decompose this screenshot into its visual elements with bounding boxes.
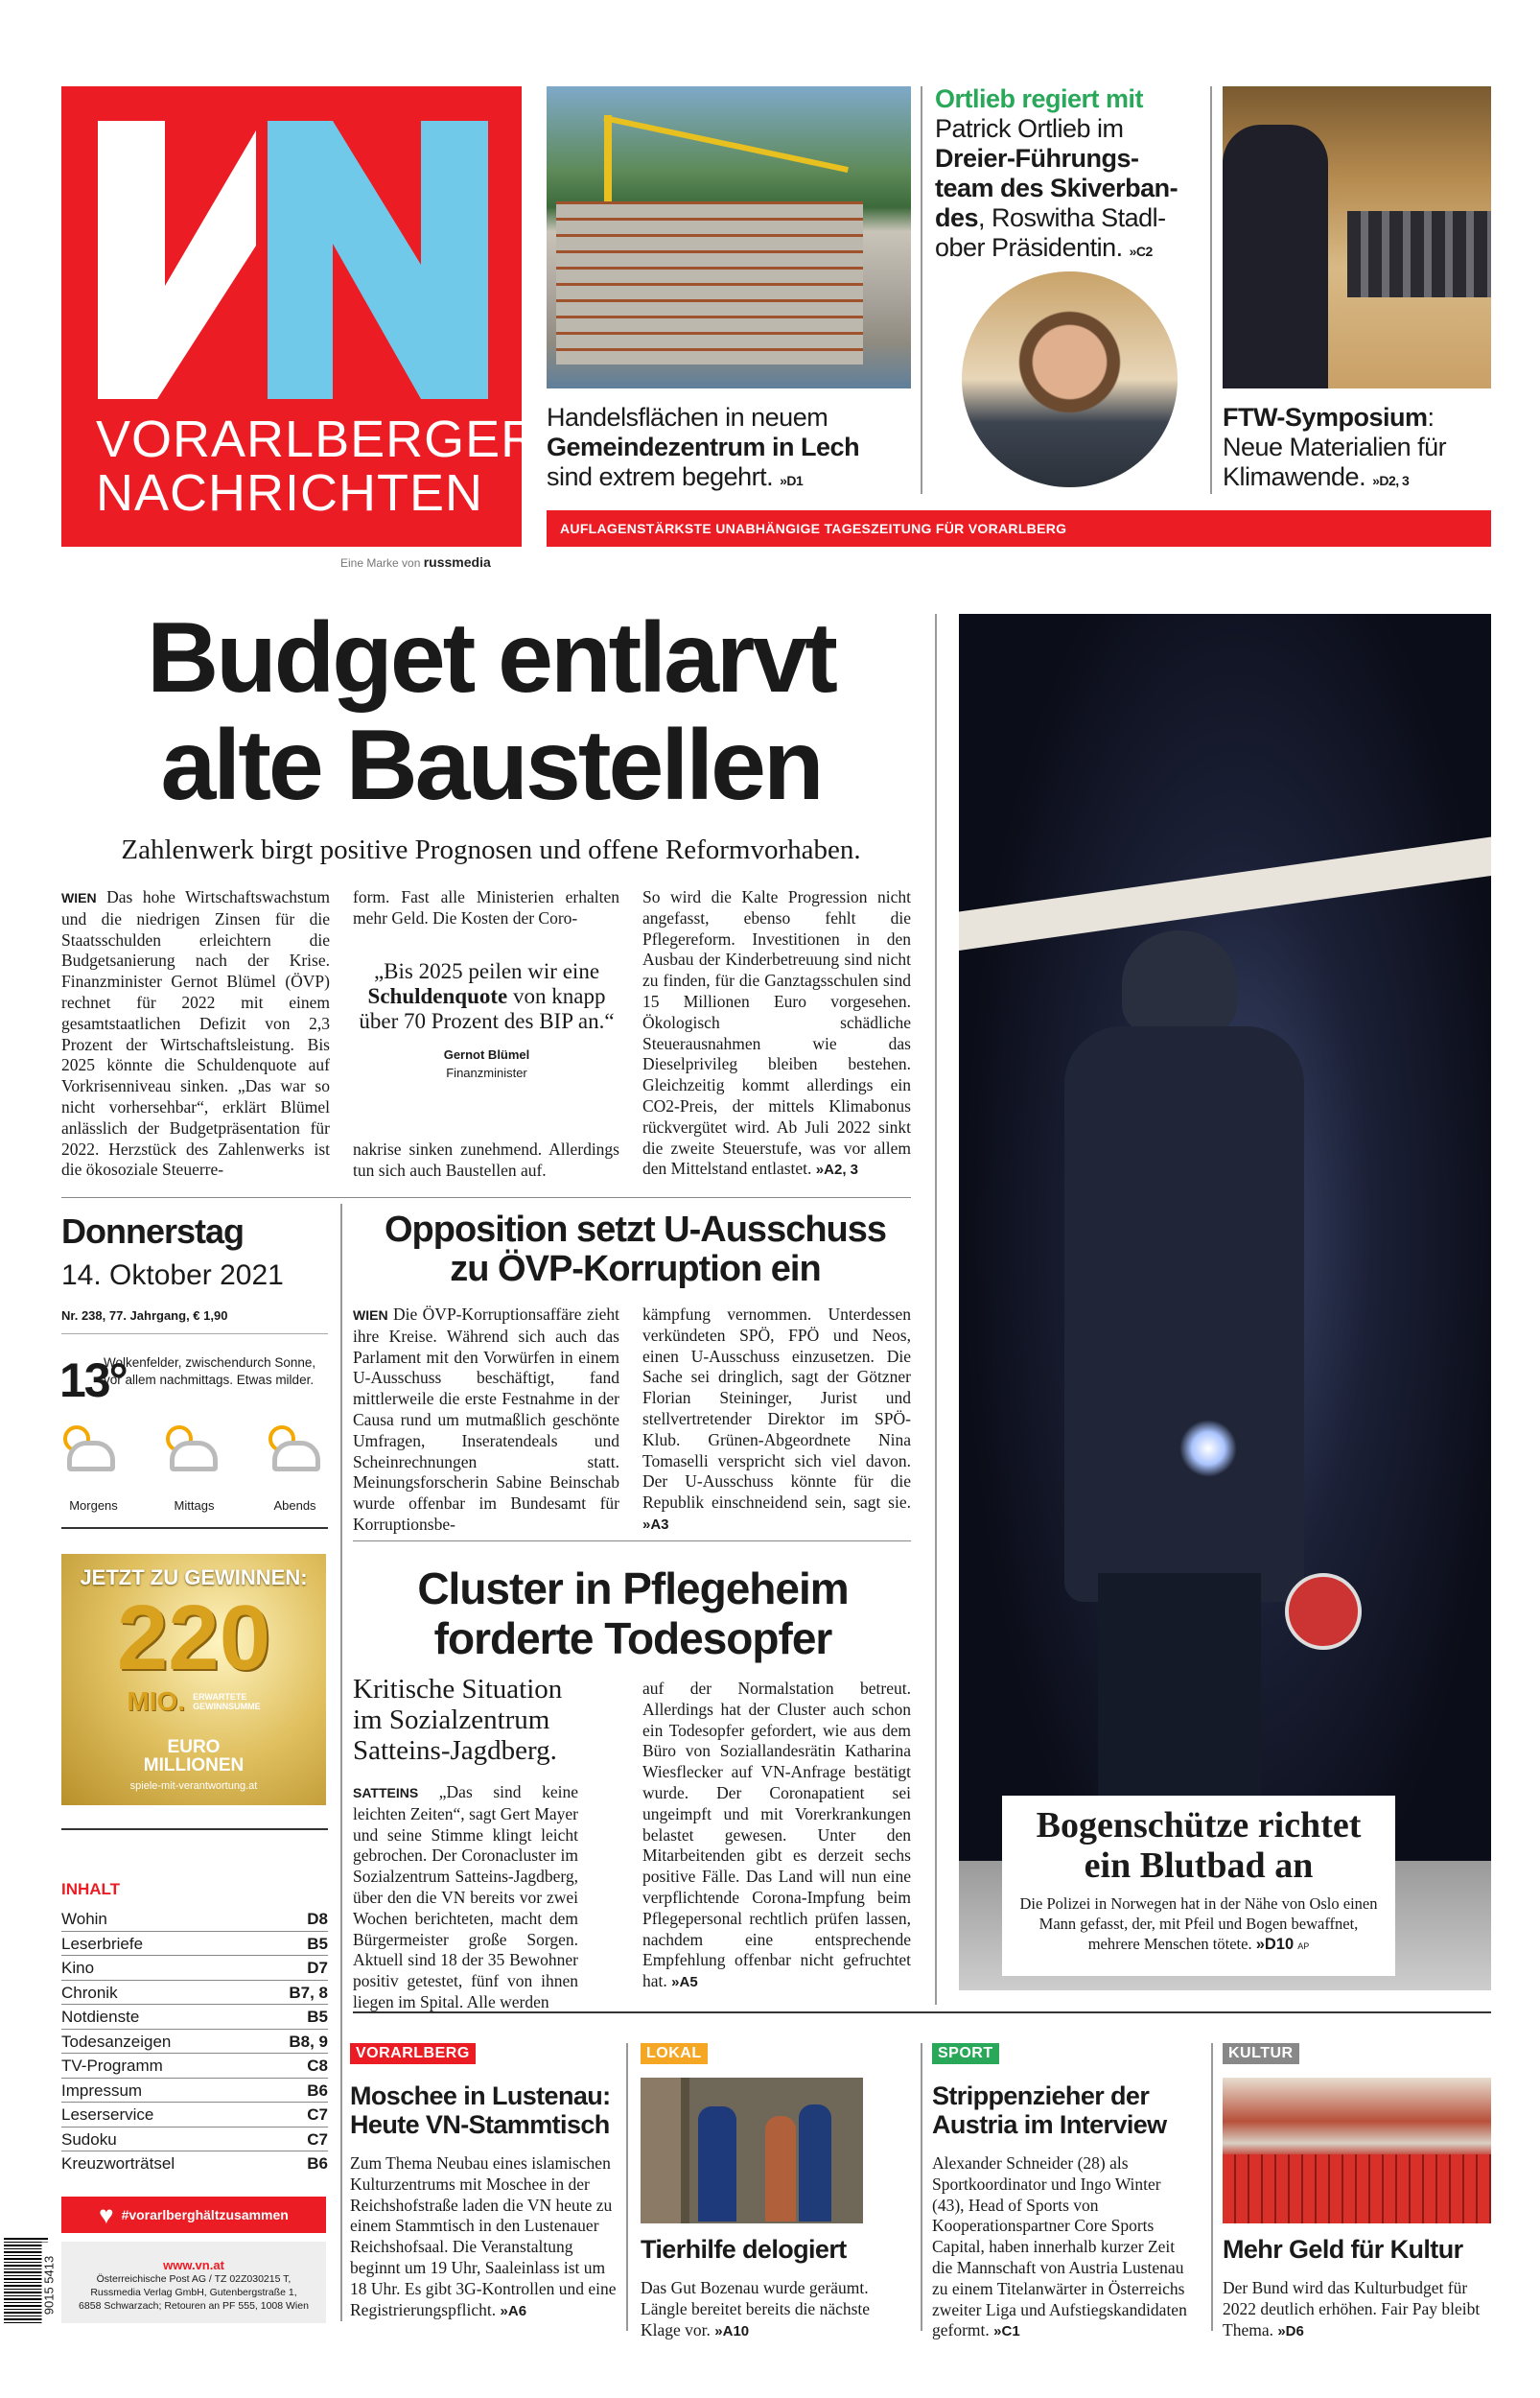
date: 14. Oktober 2021: [61, 1259, 284, 1291]
teaser-text: Patrick Ortlieb im: [935, 114, 1124, 143]
lead-column-2-bottom: nakrise sinken zunehmend. Allerdings tun sich auch Baustellen auf.: [353, 1140, 619, 1180]
moschee-text: [350, 2153, 618, 2321]
section-tag-sport[interactable]: SPORT: [932, 2043, 999, 2064]
body-text: Die ÖVP-Korruptionsaffäre zieht ihre Kreise. Während sich auch das Parlament mit den Vorwürfen in einem U-Ausschuss beschäftigt, fand mittlerweile die erste Festnahme in der Causa rund um mutmaßlich geschönte Umfragen, Inseratendeals und Scheinrechnungen statt. Meinungsforscherin Sabine Beinschab wurde offenbar im Bundesamt für Korruptionsbe-: [353, 1305, 619, 1534]
ad-amount: 220: [116, 1587, 271, 1689]
toc-item[interactable]: [61, 1981, 328, 2006]
quote-author: Gernot Blümel: [443, 1047, 530, 1062]
teaser-text: : Neue Materialien für Klimawende.: [1223, 403, 1447, 491]
weather-slot: [58, 1420, 129, 1513]
toc-item[interactable]: [61, 2151, 328, 2176]
opposition-headline[interactable]: Opposition setzt U-Ausschuss zu ÖVP-Korruption ein: [384, 1210, 887, 1289]
toc-item[interactable]: [61, 2079, 328, 2104]
weather-label: Mittags: [174, 1498, 215, 1513]
weather-slot: [259, 1420, 331, 1513]
toc-page: D8: [307, 1910, 328, 1928]
toc-label: Leserbriefe: [61, 1934, 144, 1953]
divider: [353, 1540, 911, 1541]
logo-wordmark: [96, 412, 539, 520]
photo-caption-box[interactable]: [1002, 1796, 1395, 1976]
body-text: Die Polizei in Norwegen hat in der Nähe von Oslo einen Mann gefasst, der, mit Pfeil und Bogen bewaffnet, mehrere Menschen tötete.: [1019, 1894, 1378, 1953]
divider: [61, 1197, 911, 1198]
brand-line: [340, 554, 491, 570]
toc-label: TV-Programm: [61, 2057, 163, 2075]
cluster-column-2: [642, 1679, 911, 1993]
section-tag-kultur[interactable]: KULTUR: [1223, 2043, 1299, 2064]
weekday: Donnerstag: [61, 1211, 245, 1251]
toc-label: Kreuzworträtsel: [61, 2154, 175, 2173]
ad-note: GEWINNSUMME: [193, 1702, 261, 1711]
lead-column-2-top: form. Fast alle Ministerien erhalten mehr Geld. Die Kosten der Coro-: [353, 887, 619, 928]
weather-label: Morgens: [69, 1498, 118, 1513]
imprint-line: Österreichische Post AG / TZ 02Z030215 T,: [96, 2273, 292, 2285]
toc-item[interactable]: [61, 2103, 328, 2128]
ftw-photo[interactable]: [1223, 86, 1491, 388]
page-ref: »A10: [714, 2322, 750, 2339]
teaser-text: sind extrem begehrt.: [547, 462, 774, 491]
toc-item[interactable]: [61, 2005, 328, 2030]
section-tag-lokal[interactable]: LOKAL: [641, 2043, 708, 2064]
teaser-lech[interactable]: [547, 403, 911, 496]
ad-unit: MIO.: [127, 1686, 186, 1716]
divider: [935, 614, 937, 2005]
page-ref: »D10: [1255, 1936, 1295, 1953]
lead-column-3: [642, 887, 911, 1181]
logo-name-line1: VORARLBERGER: [96, 411, 540, 468]
hashtag-text: #vorarlberghältzusammen: [121, 2207, 289, 2222]
hashtag-banner[interactable]: [61, 2197, 326, 2233]
body-text: Zum Thema Neubau eines islamischen Kulturzentrums mit Moschee in der Reichshofstraße laden die VN heute zu einem Stammtisch in den Lustenauer Reichshofsaal. Die Veranstaltung beginnt um 19 Uhr, Saaleinlass ist um 18 Uhr. Es gibt 3G-Kontrollen und eine Registrierungspflicht.: [350, 2153, 617, 2319]
issue-info: Nr. 238, 77. Jahrgang, € 1,90: [61, 1308, 228, 1323]
divider: [921, 2043, 922, 2331]
ad-url: spiele-mit-verantwortung.at: [129, 1780, 258, 1792]
dateline: WIEN: [353, 1307, 388, 1323]
cluster-headline[interactable]: Cluster in Pflegeheim forderte Todesopfer: [417, 1563, 849, 1663]
vn-logo[interactable]: [61, 86, 540, 547]
divider: [61, 1828, 328, 1830]
dateline: WIEN: [61, 890, 97, 905]
website-link[interactable]: www.vn.at: [163, 2258, 224, 2272]
heart-icon: ♥: [99, 2200, 114, 2229]
page-ref: »C1: [993, 2323, 1020, 2340]
lead-column-1: [61, 887, 330, 1181]
toc-label: Wohin: [61, 1910, 107, 1928]
page-ref: »D2, 3: [1372, 473, 1410, 488]
toc-title: INHALT: [61, 1880, 121, 1898]
divider: [921, 86, 922, 494]
toc-label: Kino: [61, 1959, 95, 1977]
body-text: kämpfung vernommen. Unterdessen verkündeten SPÖ, FPÖ und Neos, einen U-Ausschuss einzusetzen. Die Sache sei dringlich, sagt der Götzner Florian Steininger, Jurist und stellvertretender Direktor im SPÖ-Klub. Grünen-Abgeordnete Nina Tomaselli verspricht sich viel davon. Der U-Ausschuss könnte für die Republik einschneidend sein, sagt sie.: [642, 1305, 911, 1513]
divider: [1210, 86, 1212, 494]
theater-photo[interactable]: [1223, 2078, 1491, 2223]
page-ref: »D6: [1277, 2322, 1304, 2339]
page-ref: »A6: [500, 2302, 527, 2319]
toc-page: B8, 9: [289, 2032, 328, 2051]
photo-credit: AP: [1297, 1941, 1310, 1951]
divider: [340, 1204, 342, 2321]
body-text: „Das sind keine leichten Zeiten“, sagt Gert Mayer und seine Stimme klingt leicht gebrochen. Der Coronacluster im Sozialzentrum Satteins-Jagdberg, über den die VN bereits vor zwei Wochen berichteten, macht dem Bürgermeister große Sorgen. Aktuell sind 18 der 35 Bewohner positiv getestet, fünf von ihnen liegen im Spital. Alle werden: [353, 1782, 578, 2011]
toc-label: Chronik: [61, 1983, 118, 2002]
headline-line: Budget entlarvt: [147, 602, 835, 714]
page-ref: »A3: [642, 1516, 669, 1533]
russmedia-logo: russmedia: [423, 554, 491, 570]
toc-item[interactable]: [61, 1907, 328, 1932]
toc-item[interactable]: [61, 2054, 328, 2079]
logo-letter-v: [98, 121, 256, 399]
cluster-subhead: Kritische Situation im Sozialzentrum Satteins-Jagdberg.: [353, 1674, 563, 1766]
toc-label: Leserservice: [61, 2105, 154, 2124]
divider: [61, 1527, 328, 1529]
toc-page: B5: [307, 1934, 328, 1953]
tierhilfe-text: [641, 2278, 914, 2341]
quote-bold: Schuldenquote: [367, 984, 508, 1008]
brand-prefix: Eine Marke von: [340, 556, 421, 570]
barcode-number: 9015 5413: [42, 2243, 57, 2329]
toc-label: Notdienste: [61, 2008, 140, 2026]
lead-headline[interactable]: [61, 604, 921, 819]
teaser-ftw[interactable]: [1223, 403, 1491, 496]
page-ref: »A5: [671, 1974, 698, 1991]
toc-label: Todesanzeigen: [61, 2032, 172, 2051]
toc-page: C8: [307, 2057, 328, 2075]
page-ref: »C2: [1129, 244, 1153, 259]
logo-letter-n: [268, 121, 488, 399]
weather-slot: [158, 1420, 230, 1513]
lead-subhead: Zahlenwerk birgt positive Prognosen und offene Reformvorhaben.: [121, 835, 861, 865]
body-text: Der Bund wird das Kulturbudget für 2022 deutlich erhöhen. Fair Pay bleibt Thema.: [1223, 2278, 1481, 2339]
quote-text: von knapp über 70 Prozent des BIP an.“: [359, 984, 615, 1033]
divider: [61, 1333, 328, 1334]
toc-page: B6: [307, 2081, 328, 2100]
police-photo[interactable]: [959, 614, 1491, 1990]
teaser-text: Handelsflächen in neuem: [547, 403, 828, 432]
toc-page: B7, 8: [289, 1983, 328, 2002]
sun-cloud-icon: [58, 1420, 129, 1477]
divider: [1211, 2043, 1213, 2331]
toc-label: Sudoku: [61, 2129, 117, 2149]
imprint-line: Russmedia Verlag GmbH, Gutenbergstraße 1,: [90, 2287, 297, 2298]
toc-item[interactable]: [61, 1932, 328, 1957]
quote-role: Finanzminister: [446, 1066, 527, 1080]
toc-page: B5: [307, 2008, 328, 2026]
opposition-column-2: [642, 1305, 911, 1536]
moschee-headline[interactable]: Moschee in Lustenau: Heute VN-Stammtisch: [350, 2081, 611, 2139]
section-tag-vorarlberg[interactable]: VORARLBERG: [350, 2043, 476, 2064]
weather-label: Abends: [273, 1498, 316, 1513]
weather-forecast: [58, 1420, 331, 1513]
toc-page: C7: [307, 2105, 328, 2124]
weather-text: Wolkenfelder, zwischendurch Sonne, vor allem nachmittags. Etwas milder.: [104, 1355, 316, 1387]
dateline: SATTEINS: [353, 1785, 419, 1800]
austria-headline[interactable]: Strippenzieher der Austria im Interview: [932, 2081, 1167, 2139]
toc-page: B6: [307, 2154, 328, 2173]
opposition-column-1: [353, 1305, 619, 1536]
lech-photo[interactable]: [547, 86, 911, 388]
body-text: Alexander Schneider (28) als Sportkoordinator und Ingo Winter (43), Head of Sports von Kooperationspartner Core Sports Capital, haben innerhalb kurzer Zeit die Mannschaft von Austria Lustenau zu einem Titelanwärter in Österreichs zweiter Liga und Aufstiegskandidaten geformt.: [932, 2153, 1187, 2340]
teaser-bold: Gemeindezentrum in Lech: [547, 433, 860, 461]
body-text: Das hohe Wirtschaftswachstum und die niedrigen Zinsen für die Staatsschulden erleichtern die Budgetsanierung nach der Krise. Finanzminister Gernot Blümel (ÖVP) rechnet für 2022 mit einem gesamtstaatlichen Defizit von 2,3 Prozent der Wirtschaftsleistung. Bis 2025 könnte die Schuldenquote auf Vorkrisenniveau sinken. „Das war so nicht vorhersehbar“, erklärt Blümel anlässlich der Budgetpräsentation für 2022. Herzstück des Zahlenwerks ist die ökosoziale Steuerre-: [61, 887, 330, 1180]
toc-item[interactable]: [61, 1956, 328, 1981]
imprint-line: 6858 Schwarzach; Retouren an PF 555, 1008 Wien: [79, 2300, 309, 2312]
temperature: 13°: [59, 1353, 127, 1407]
ad-note: ERWARTETE: [193, 1692, 247, 1702]
tierhilfe-headline[interactable]: Tierhilfe delogiert: [641, 2235, 847, 2264]
divider: [353, 2011, 1491, 2013]
page-ref: »D1: [780, 473, 804, 488]
logo-name-line2: NACHRICHTEN: [96, 464, 484, 522]
kultur-headline[interactable]: Mehr Geld für Kultur: [1223, 2235, 1463, 2264]
page-ref: »A2, 3: [815, 1162, 858, 1179]
cluster-column-1: [353, 1782, 578, 2013]
teaser-bold: Dreier-Führungs-team des Skiverban-des: [935, 144, 1178, 232]
sun-cloud-icon: [259, 1420, 331, 1477]
body-text: So wird die Kalte Progression nicht angefasst, ebenso fehlt die Pflegereform. Investitionen in den Ausbau der Kinderbetreuung sind nicht zu finden, für die Ganztagsschulen sind 15 Millionen Euro vorgesehen. Ökologisch schädliche Steuerausnahmen wie das Dieselprivileg bleiben bestehen. Gleichzeitig kommt allerdings ein CO2-Preis, der mittels Klimabonus rückvergütet wird. Ab Juli 2022 sinkt die zweite Steuerstufe, was vor allem den Mittelstand entlastet.: [642, 887, 911, 1179]
toc-page: C7: [307, 2129, 328, 2149]
kultur-text: [1223, 2278, 1496, 2341]
toc-item[interactable]: [61, 2128, 328, 2152]
headline-line: alte Baustellen: [160, 710, 822, 821]
euromillionen-ad[interactable]: [61, 1554, 326, 1805]
toc-page: D7: [307, 1959, 328, 1977]
ortlieb-portrait[interactable]: [962, 271, 1178, 487]
ad-brand: EURO: [167, 1737, 221, 1757]
ad-headline: JETZT ZU GEWINNEN:: [80, 1565, 308, 1589]
teaser-kicker: Ortlieb regiert mit: [935, 84, 1144, 113]
quote-text: „Bis 2025 peilen wir eine: [373, 959, 600, 983]
photo-story-text: [1012, 1893, 1386, 1957]
teaser-text: , Roswitha Stadl-ober Präsidentin.: [935, 203, 1166, 262]
sun-cloud-icon: [158, 1420, 230, 1477]
tierhilfe-photo[interactable]: [641, 2078, 863, 2223]
austria-text: [932, 2153, 1196, 2342]
toc-label: Impressum: [61, 2081, 143, 2100]
tagline-bar: AUFLAGENSTÄRKSTE UNABHÄNGIGE TAGESZEITUNG FÜR VORARLBERG: [547, 510, 1491, 547]
table-of-contents: [61, 1907, 328, 2176]
teaser-ortlieb[interactable]: [935, 84, 1194, 267]
teaser-bold: FTW-Symposium: [1223, 403, 1428, 432]
pull-quote: [355, 959, 618, 1080]
body-text: auf der Normalstation betreut. Allerdings hat der Cluster auch schon ein Todesopfer gefordert, wie aus dem Büro von Soziallandesrätin Katharina Wiesflecker auf VN-Anfrage bestätigt wurde. Der Coronapatient sei ungeimpft und mit Vorerkrankungen belastet gewesen. Unter den Mitarbeitenden gibt es derzeit sechs positive Fälle. Das Land will nun eine verpflichtende Corona-Impfung beim Pflegepersonal rechtlich prüfen lassen, nachdem eine entsprechende Empfehlung offenbar nicht gefruchtet hat.: [642, 1679, 911, 1991]
ad-brand: MILLIONEN: [143, 1755, 245, 1775]
photo-story-headline: Bogenschütze richtet ein Blutbad an: [1036, 1805, 1362, 1886]
divider: [626, 2043, 628, 2331]
toc-item[interactable]: [61, 2030, 328, 2055]
body-text: Das Gut Bozenau wurde geräumt. Längle bereitet bereits die nächste Klage vor.: [641, 2278, 871, 2339]
footer-imprint: [61, 2242, 326, 2323]
